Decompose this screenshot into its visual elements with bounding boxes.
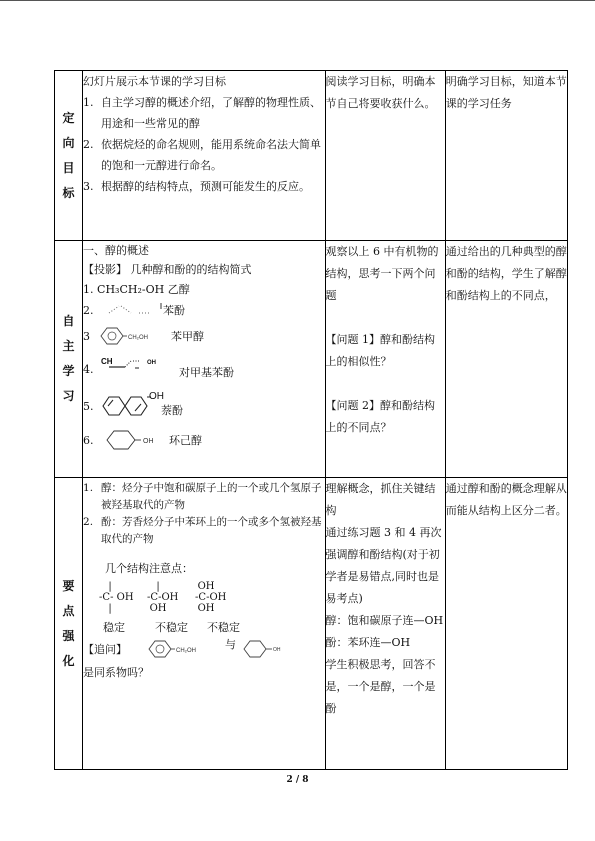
self-study-content (83, 241, 325, 478)
benzyl-alcohol-structure-icon (127, 637, 207, 661)
followup-question-end: 是同系物吗？ (83, 666, 150, 679)
structure-note: 几个结构注意点： (105, 562, 194, 575)
row-key-points (55, 478, 568, 770)
p-cresol-structure-icon (236, 637, 296, 661)
molecule-2: 2. 苯酚 (83, 299, 324, 321)
svg-text:OH: OH (143, 438, 154, 445)
cyclohexanol-structure-icon (95, 427, 165, 453)
goals-student-activity: 阅读学习目标，明确本节自己将要收获什么。 (325, 71, 445, 241)
goal-item: 1. 自主学习醇的概述介绍，了解醇的物理性质、用途和一些常见的醇 (83, 96, 322, 130)
page-number: 2 / 8 (286, 775, 309, 785)
svg-text:OH: OH (149, 391, 165, 402)
section-label-self-study: 自 主 学 习 (55, 241, 83, 478)
molecule-1: 1. CH₃CH₂-OH 乙醇 (83, 282, 190, 296)
molecule-4: 4. CH OH 对甲基苯酚 (83, 351, 324, 387)
formula-3: OH -C-OH OH (195, 581, 227, 614)
self-study-design-intent: 通过给出的几种典型的醇和酚的结构，学生了解醇和酚结构上的不同点， (445, 241, 567, 478)
row-goals (55, 71, 568, 241)
goal-item: 2. 依据烷烃的命名规则，能用系统命名法大简单的饱和一元醇进行命名。 (83, 138, 322, 172)
goals-content (83, 71, 325, 241)
naphthol-structure-icon (95, 389, 165, 423)
svg-text:OH: OH (147, 360, 157, 366)
svg-text:CH: CH (101, 357, 113, 366)
benzyl-alcohol-structure-icon (95, 325, 155, 347)
projection-title: 【投影】 几种醇和酚的的结构简式 (83, 263, 252, 276)
key-points-student-activity: 理解概念，抓住关键结构 通过练习题 3 和 4 再次强调醇和酚结构(对于初学者是易错点,同时也是易考点) 醇：饱和碳原子连—OH 酚：苯环连—OH 学生积极思考，回答不是，一个是醇，一个是酚 (325, 478, 445, 770)
svg-text:CH₂OH: CH₂OH (128, 335, 149, 341)
phenol-structure-icon (95, 301, 165, 319)
stability-labels: 稳定 不稳定 不稳定 (103, 621, 241, 634)
structure-formulas (99, 581, 324, 614)
formula-2: | -C-OH OH (147, 581, 179, 614)
molecule-6: 6. OH 环己醇 (83, 425, 324, 455)
section-label-goals: 定 向 目 标 (55, 71, 83, 241)
section-label-key-points: 要 点 强 化 (55, 478, 83, 770)
definition-item: 2. 酚：芳香烃分子中苯环上的一个或多个氢被羟基取代的产物 (83, 516, 322, 545)
svg-text:CH₂OH: CH₂OH (176, 648, 197, 654)
row-self-study (55, 241, 568, 478)
goals-intro: 幻灯片展示本节课的学习目标 (83, 75, 227, 88)
p-cresol-structure-icon (95, 354, 175, 384)
molecule-5: 5. OH 萘酚 (83, 387, 324, 425)
svg-text:OH: OH (273, 647, 281, 653)
self-study-student-activity: 观察以上 6 中有机物的结构，思考一下两个问题 【问题 1】醇和酚结构上的相似性？ 【问题 2】醇和酚结构上的不同点？ (325, 241, 445, 478)
formula-1: | -C- OH | (99, 581, 134, 614)
key-points-design-intent: 通过醇和酚的概念理解从而能从结构上区分二者。 (445, 478, 567, 770)
followup-question: 【追问】 CH₂OH 与 OH (83, 636, 324, 662)
lesson-plan-table (54, 70, 568, 770)
goals-design-intent: 明确学习目标，知道本节课的学习任务 (445, 71, 567, 241)
top-rule (0, 0, 595, 1)
definition-item: 1. 醇：烃分子中饱和碳原子上的一个或几个氢原子被羟基取代的产物 (83, 482, 322, 511)
key-points-content (83, 478, 325, 770)
molecule-3: 3 CH₂OH 苯甲醇 (83, 321, 324, 351)
goal-item: 3. 根据醇的结构特点，预测可能发生的反应。 (83, 180, 311, 193)
section-heading: 一、醇的概述 (83, 244, 150, 257)
